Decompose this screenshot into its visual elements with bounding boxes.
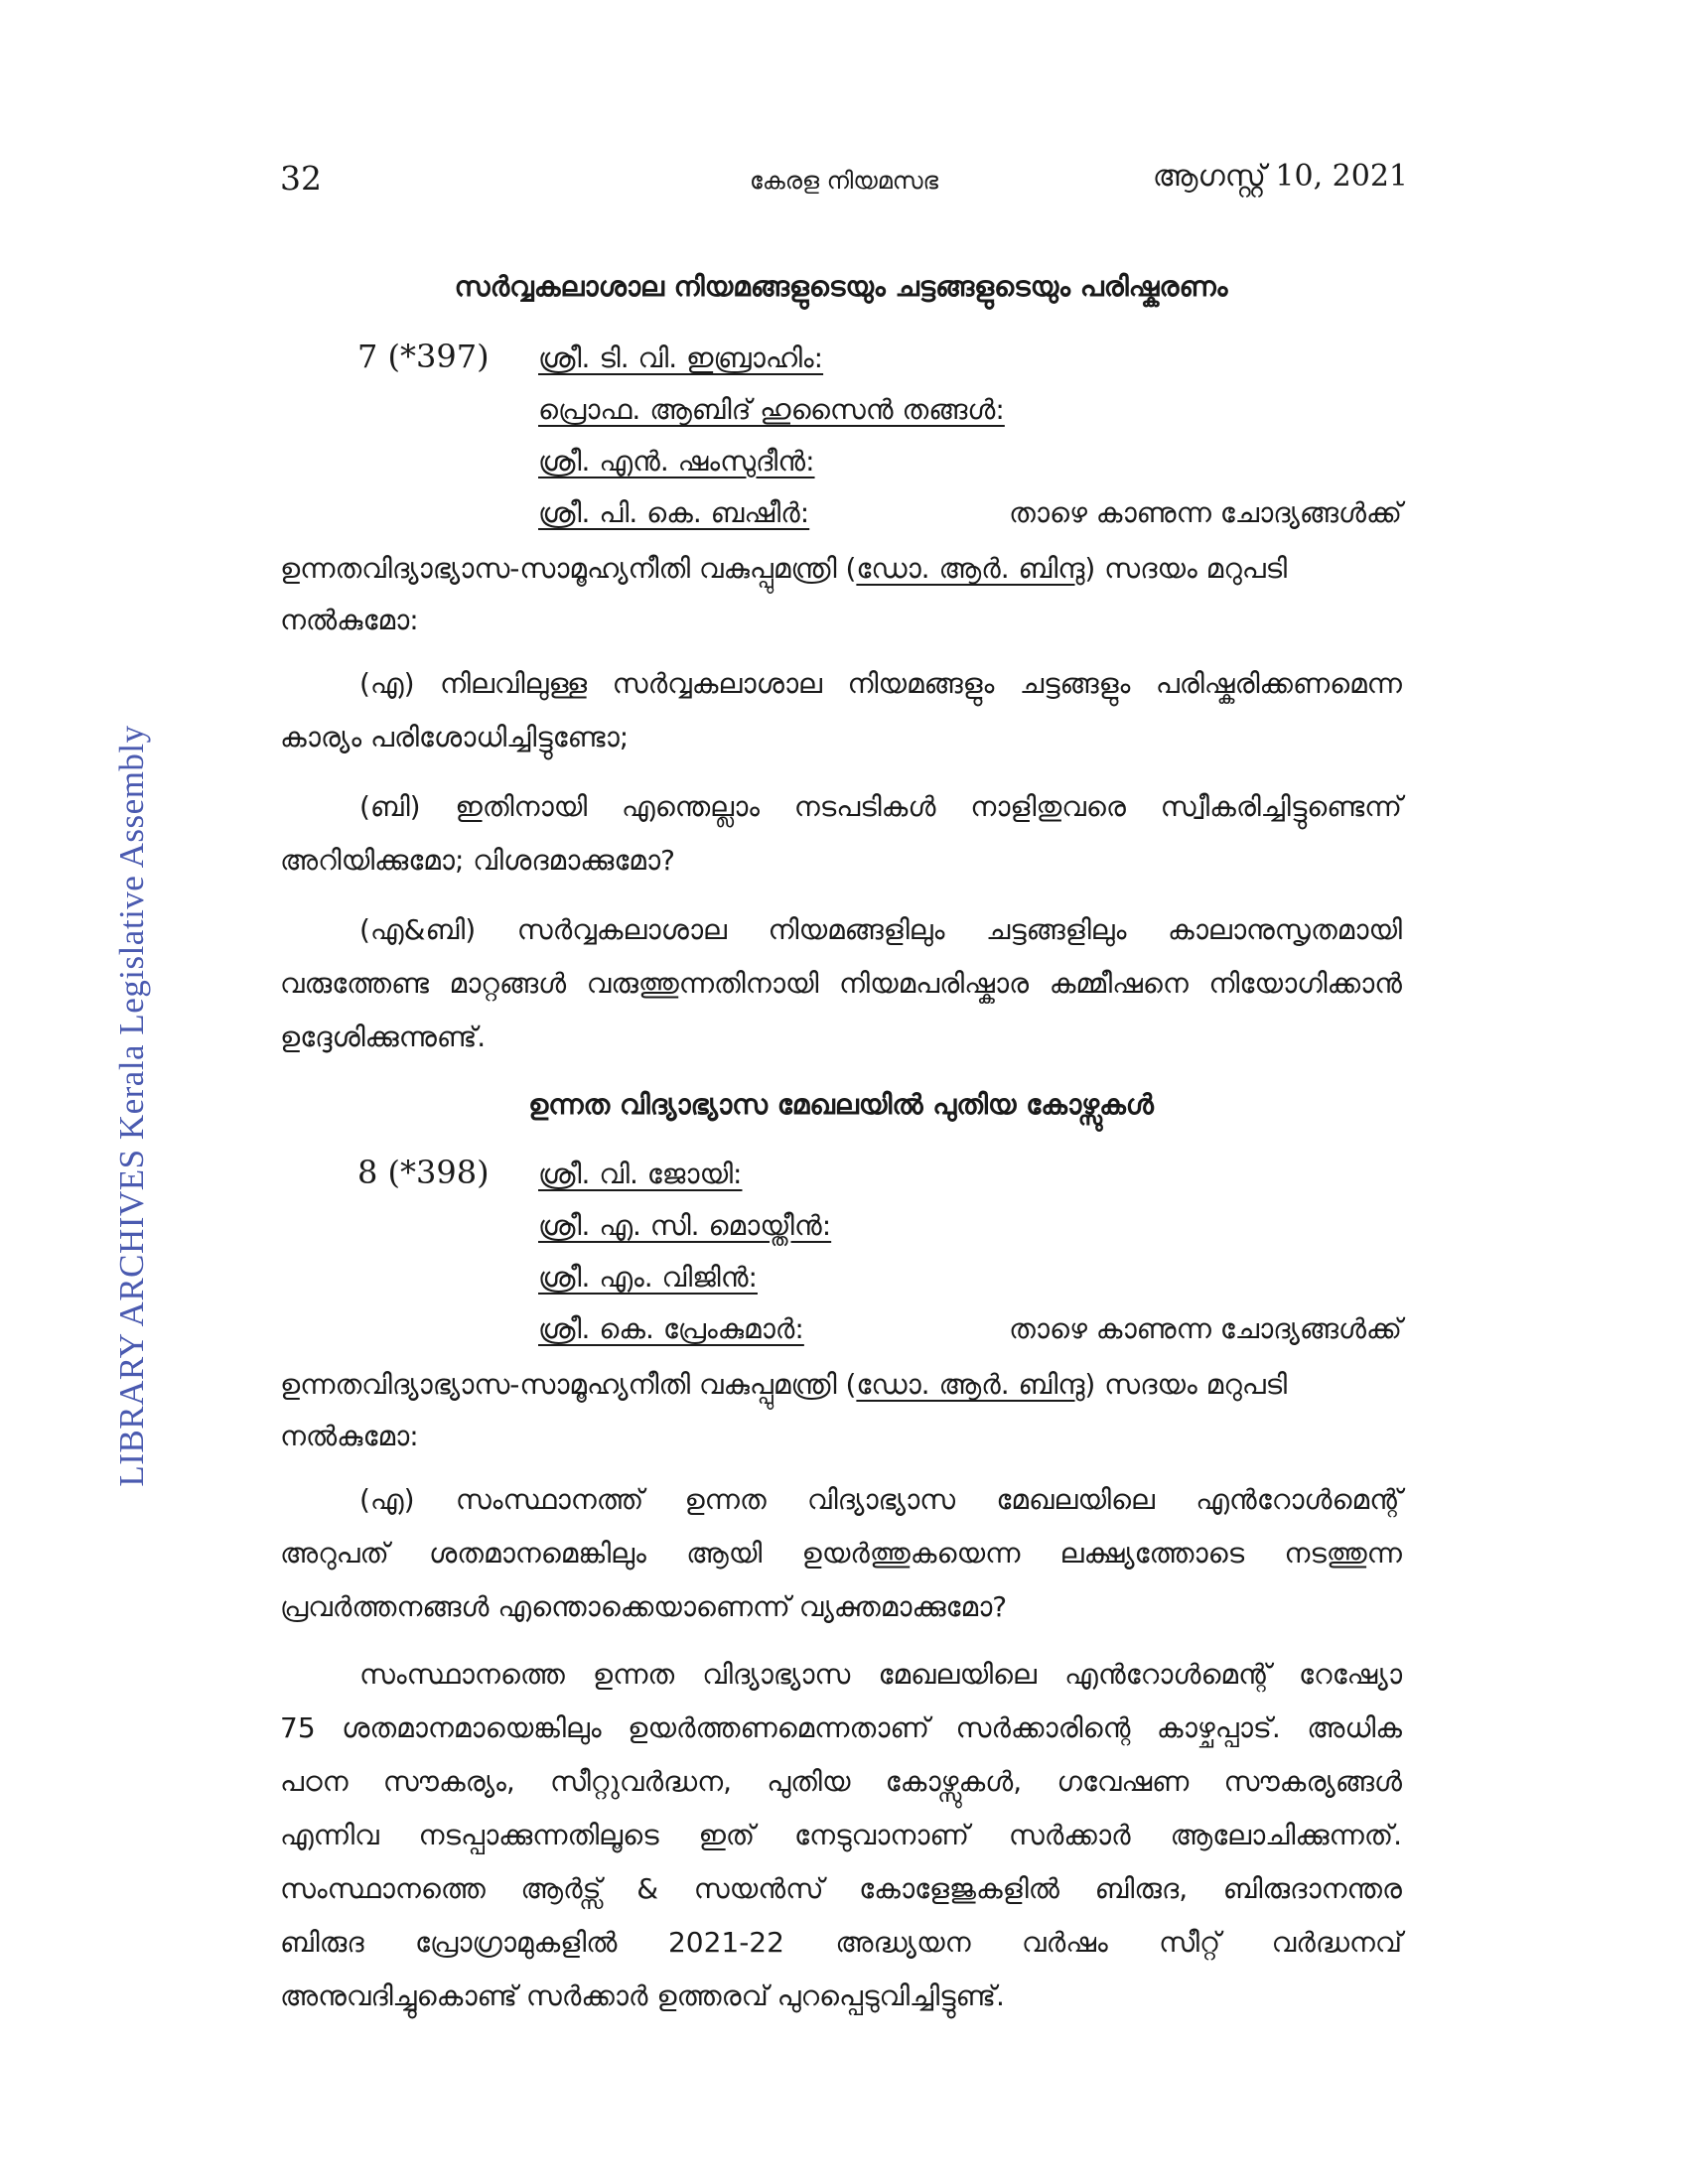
- q8-answer-line3: പഠന സൗകര്യം, സീറ്റുവര്‍ദ്ധന, പുതിയ കോഴ്സുകള്‍, ഗവേഷണ സൗകര്യങ്ങള്‍: [280, 1765, 1402, 1798]
- q8-intro-line: [538, 1312, 1402, 1346]
- page-number: 32: [280, 159, 322, 198]
- q7-member-1: ശ്രീ. ടി. വി. ഇബ്രാഹിം:: [538, 341, 824, 374]
- q8-minister-suffix: ) സദയം മറുപടി: [1084, 1368, 1288, 1401]
- q8-answer-line1: സംസ്ഥാനത്തെ ഉന്നത വിദ്യാഭ്യാസ മേഖലയിലെ എന്‍റോള്‍മെന്റ് റേഷ്യോ: [359, 1658, 1402, 1691]
- q8-intro-tail: താഴെ കാണുന്ന ചോദ്യങ്ങള്‍ക്ക്: [1009, 1312, 1402, 1345]
- q7-minister-line: [280, 552, 1402, 586]
- q7-minister-suffix: ) സദയം മറുപടി: [1084, 552, 1288, 585]
- q8-minister-line: [280, 1368, 1402, 1402]
- q7-answer-line2: വരുത്തേണ്ട മാറ്റങ്ങള്‍ വരുത്തുന്നതിനായി നിയമപരിഷ്കാര കമ്മീഷനെ നിയോഗിക്കാന്‍: [280, 967, 1402, 1000]
- archive-watermark: LIBRARY ARCHIVES Kerala Legislative Assembly: [112, 725, 151, 1487]
- q7-question-b-line2: അറിയിക്കുമോ; വിശദമാക്കുമോ?: [280, 844, 675, 877]
- q7-answer-line1: (എ&ബി) സര്‍വ്വകലാശാല നിയമങ്ങളിലും ചട്ടങ്ങളിലും കാലാനുസൃതമായി: [359, 913, 1402, 946]
- q7-intro-tail: താഴെ കാണുന്ന ചോദ്യങ്ങള്‍ക്ക്: [1009, 496, 1402, 529]
- q8-question-a-line3: പ്രവര്‍ത്തനങ്ങള്‍ എന്തൊക്കെയാണെന്ന് വ്യക്തമാക്കുമോ?: [280, 1590, 1008, 1623]
- q8-answer-line2: 75 ശതമാനമായെങ്കിലും ഉയര്‍ത്തണമെന്നതാണ് സര്‍ക്കാരിന്റെ കാഴ്ചപ്പാട്. അധിക: [280, 1711, 1402, 1744]
- q8-number: 8 (*398): [357, 1154, 490, 1191]
- q7-member-4: ശ്രീ. പി. കെ. ബഷീര്‍:: [538, 496, 810, 529]
- q7-question-a-line2: കാര്യം പരിശോധിച്ചിട്ടുണ്ടോ;: [280, 721, 630, 753]
- q8-member-4: ശ്രീ. കെ. പ്രേംകുമാര്‍:: [538, 1312, 804, 1345]
- q8-answer-line6: ബിരുദ പ്രോഗ്രാമുകളില്‍ 2021-22 അദ്ധ്യയന വര്‍ഷം സീറ്റ് വര്‍ദ്ധനവ്: [280, 1926, 1402, 1959]
- q8-question-a-line1: (എ) സംസ്ഥാനത്ത് ഉന്നത വിദ്യാഭ്യാസ മേഖലയിലെ എന്‍റോള്‍മെന്റ്: [359, 1483, 1402, 1516]
- q7-question-a-line1: (എ) നിലവിലുള്ള സര്‍വ്വകലാശാല നിയമങ്ങളും ചട്ടങ്ങളും പരിഷ്കരിക്കണമെന്ന: [359, 667, 1402, 700]
- q8-minister-name: ഡോ. ആര്‍. ബിന്ദു: [856, 1368, 1085, 1401]
- q7-member-3: ശ്രീ. എന്‍. ഷംസുദീന്‍:: [538, 445, 815, 478]
- q8-intro-end: നല്‍കുമോ:: [280, 1420, 419, 1452]
- q8-minister-prefix: ഉന്നതവിദ്യാഭ്യാസ-സാമൂഹ്യനീതി വകുപ്പുമന്ത്രി (: [280, 1368, 857, 1401]
- q7-question-b-line1: (ബി) ഇതിനായി എന്തെല്ലാം നടപടികള്‍ നാളിതുവരെ സ്വീകരിച്ചിട്ടുണ്ടെന്ന്: [359, 790, 1402, 823]
- q7-intro-end: നല്‍കുമോ:: [280, 604, 419, 636]
- q7-answer-line3: ഉദ്ദേശിക്കുന്നുണ്ട്.: [280, 1021, 487, 1053]
- q8-member-3: ശ്രീ. എം. വിജിന്‍:: [538, 1261, 758, 1294]
- header-title: കേരള നിയമസഭ: [749, 167, 939, 195]
- q8-answer-line7: അനുവദിച്ചുകൊണ്ട് സര്‍ക്കാര്‍ ഉത്തരവ് പുറപ്പെടുവിച്ചിട്ടുണ്ട്.: [280, 1979, 1005, 2012]
- q8-question-a-line2: അറുപത് ശതമാനമെങ്കിലും ആയി ഉയര്‍ത്തുകയെന്ന ലക്ഷ്യത്തോടെ നടത്തുന്ന: [280, 1537, 1402, 1570]
- q8-member-2: ശ്രീ. എ. സി. മൊയ്തീന്‍:: [538, 1209, 832, 1242]
- q7-heading: സര്‍വ്വകലാശാല നിയമങ്ങളുടെയും ചട്ടങ്ങളുടെയും പരിഷ്കരണം: [454, 270, 1228, 303]
- q8-answer-line5: സംസ്ഥാനത്തെ ആര്‍ട്സ് & സയന്‍സ് കോളേജുകളില്‍ ബിരുദ, ബിരുദാനന്തര: [280, 1872, 1402, 1905]
- q8-heading: ഉന്നത വിദ്യാഭ്യാസ മേഖലയില്‍ പുതിയ കോഴ്സുകള്‍: [528, 1088, 1154, 1121]
- q7-member-2: പ്രൊഫ. ആബിദ് ഹുസൈന്‍ തങ്ങള്‍:: [538, 393, 1005, 426]
- q7-minister-prefix: ഉന്നതവിദ്യാഭ്യാസ-സാമൂഹ്യനീതി വകുപ്പുമന്ത്രി (: [280, 552, 857, 585]
- q8-member-1: ശ്രീ. വി. ജോയി:: [538, 1158, 743, 1190]
- q7-number: 7 (*397): [357, 338, 490, 375]
- q7-minister-name: ഡോ. ആര്‍. ബിന്ദു: [856, 552, 1085, 585]
- header-date: ആഗസ്റ്റ് 10, 2021: [1152, 159, 1408, 194]
- q8-answer-line4: എന്നിവ നടപ്പാക്കുന്നതിലൂടെ ഇത് നേടുവാനാണ് സര്‍ക്കാര്‍ ആലോചിക്കുന്നത്.: [280, 1819, 1402, 1851]
- q7-intro-line: [538, 496, 1402, 530]
